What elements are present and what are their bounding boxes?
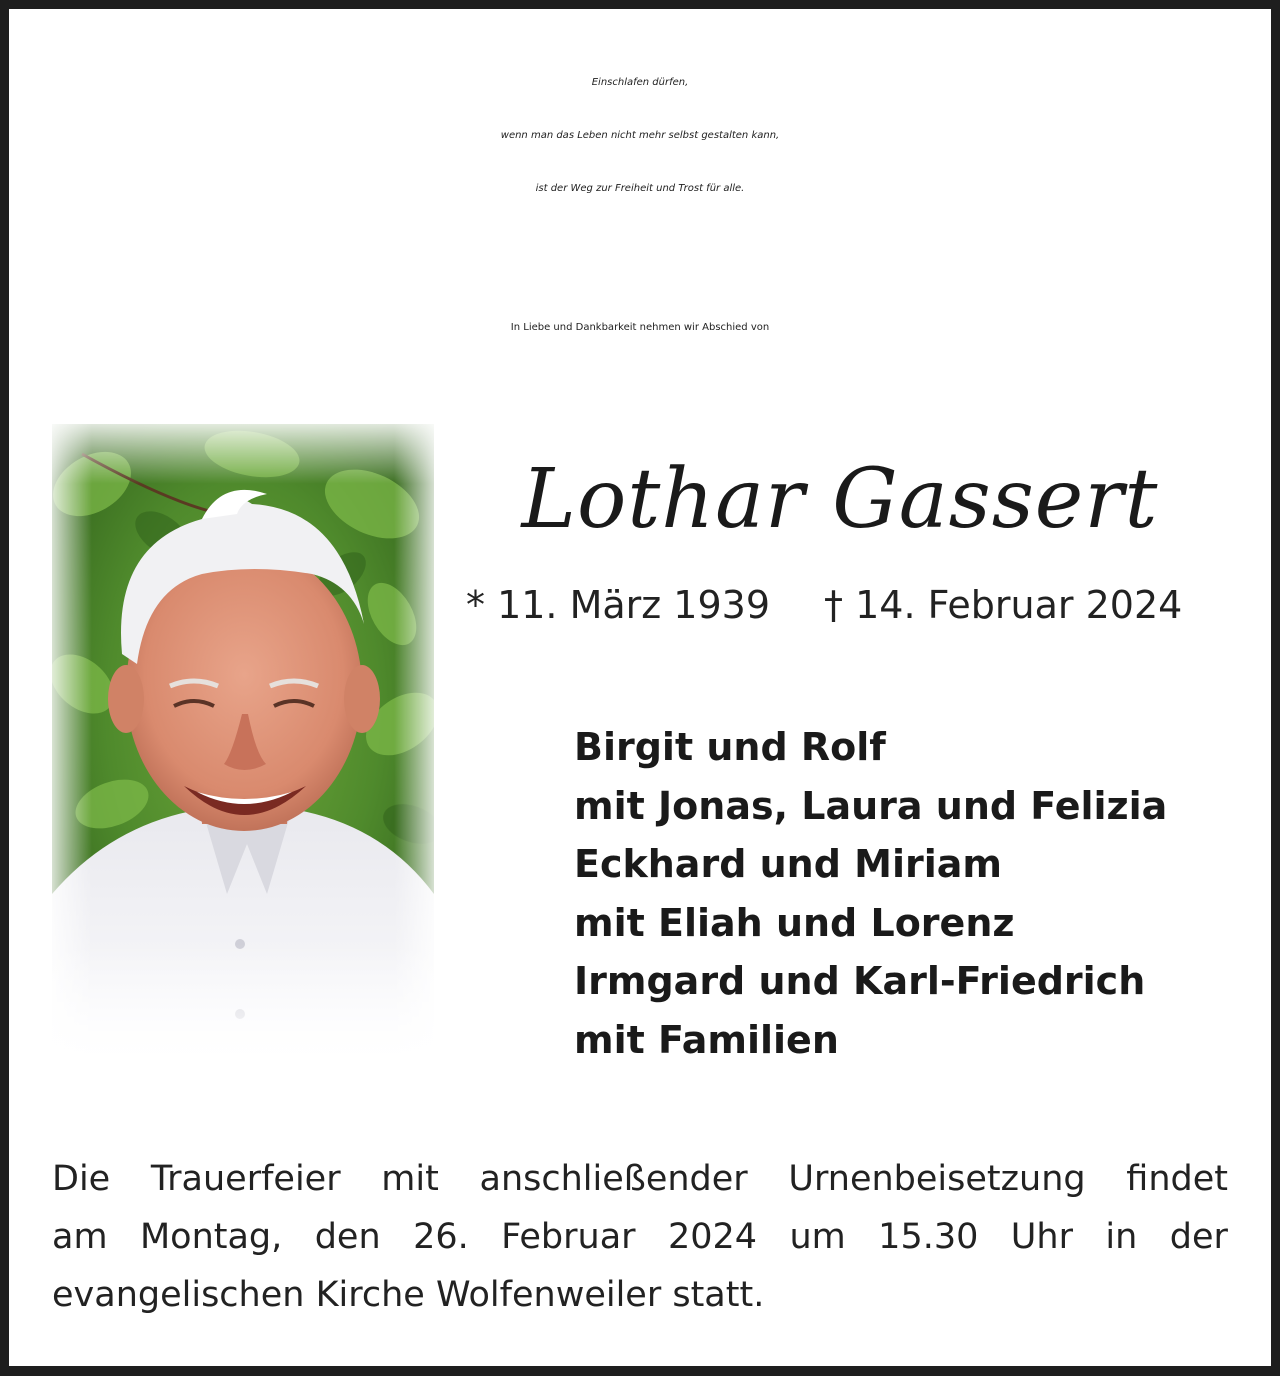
ceremony-word: Montag, <box>139 1217 283 1257</box>
ceremony-word: Urnenbeisetzung <box>788 1159 1086 1199</box>
ceremony-word: am <box>52 1217 108 1257</box>
ceremony-word: findet <box>1126 1159 1228 1199</box>
ceremony-word: der <box>1169 1217 1228 1257</box>
poem-line: wenn man das Leben nicht mehr selbst gestalten kann, <box>500 130 780 141</box>
ceremony-word: mit <box>381 1159 439 1199</box>
family-line: mit Eliah und Lorenz <box>574 900 1015 945</box>
ceremony-word: den <box>314 1217 381 1257</box>
ceremony-word: in <box>1105 1217 1138 1257</box>
family-list <box>574 718 1254 1069</box>
intro-line: In Liebe und Dankbarkeit nehmen wir Abschied von <box>510 322 770 333</box>
ceremony-word: um <box>789 1217 846 1257</box>
ceremony-word: Uhr <box>1010 1217 1073 1257</box>
poem-line: Einschlafen dürfen, <box>591 77 689 88</box>
ceremony-line <box>52 1208 1228 1266</box>
ceremony-word: anschließender <box>479 1159 748 1199</box>
portrait-photo <box>52 424 434 1060</box>
ceremony-word: 15.30 <box>878 1217 979 1257</box>
birth-date: * 11. März 1939 <box>466 583 771 627</box>
ceremony-notice <box>52 1150 1228 1324</box>
deceased-name: Lothar Gassert <box>521 452 1159 547</box>
family-line: Eckhard und Miriam <box>574 842 1003 886</box>
family-line: mit Jonas, Laura und Felizia <box>574 783 1168 828</box>
ceremony-line <box>52 1150 1228 1208</box>
ceremony-word: 2024 <box>667 1217 758 1257</box>
ceremony-line: evangelischen Kirche Wolfenweiler statt. <box>52 1275 765 1315</box>
family-line: Birgit und Rolf <box>574 725 886 769</box>
poem <box>0 56 1280 215</box>
ceremony-word: Trauerfeier <box>150 1159 341 1199</box>
ceremony-word: 26. <box>413 1217 469 1257</box>
ceremony-word: Februar <box>501 1217 636 1257</box>
family-line: mit Familien <box>574 1017 839 1062</box>
life-dates <box>466 578 1226 632</box>
poem-line: ist der Weg zur Freiheit und Trost für alle. <box>535 183 745 194</box>
family-line: Irmgard und Karl-Friedrich <box>574 959 1146 1003</box>
ceremony-word: Die <box>52 1159 111 1199</box>
death-date: † 14. Februar 2024 <box>824 583 1183 627</box>
